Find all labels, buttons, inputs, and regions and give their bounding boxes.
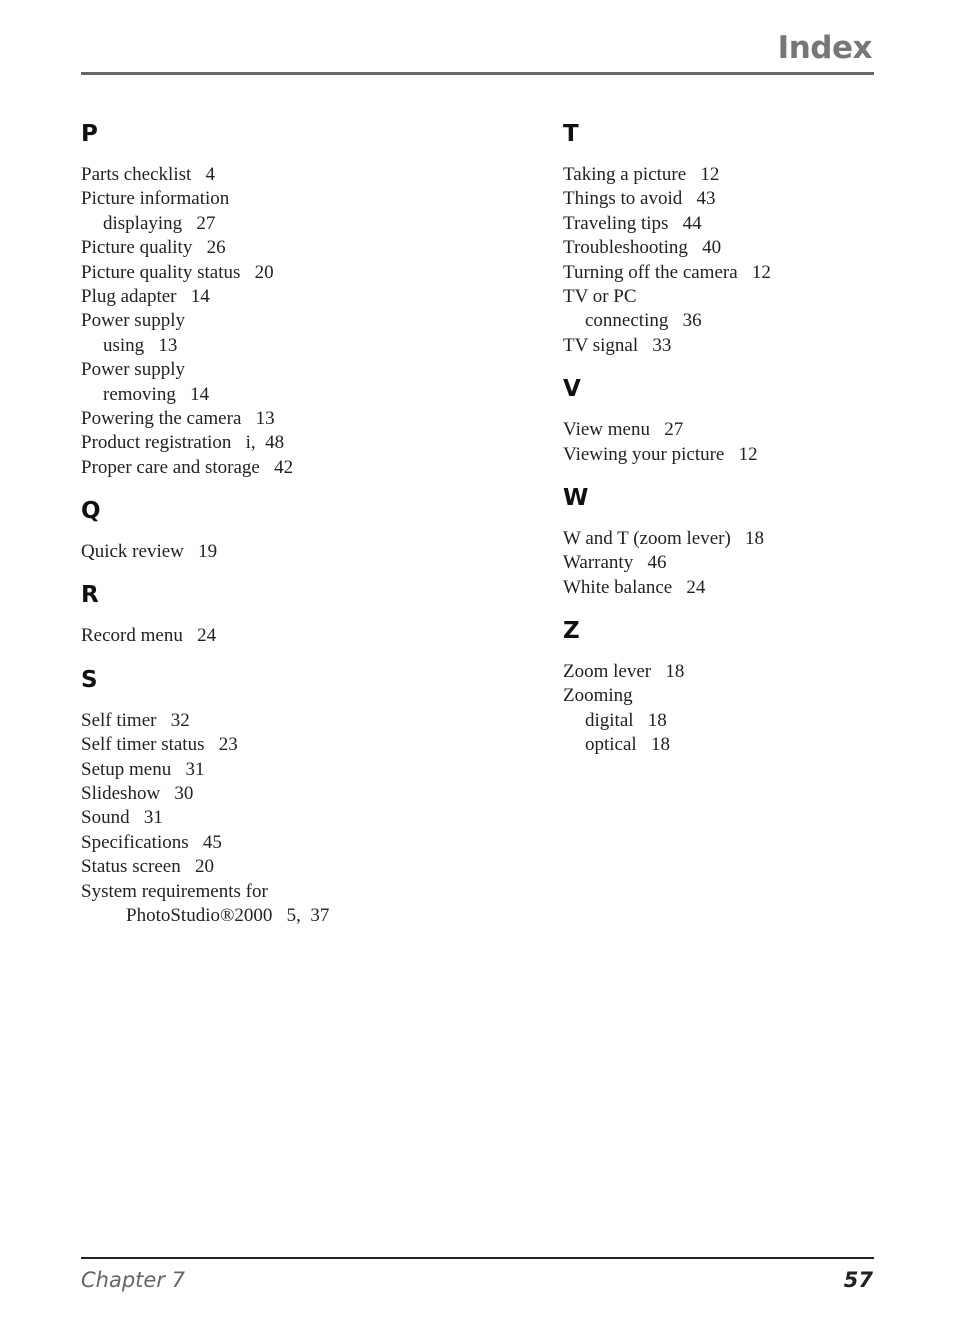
index-section-z bbox=[563, 616, 874, 758]
footer-page-number: 57 bbox=[843, 1268, 873, 1292]
header-rule bbox=[81, 72, 874, 75]
index-entry: System requirements for bbox=[81, 880, 268, 902]
index-entry: Power supply bbox=[81, 310, 185, 332]
section-letter: S bbox=[81, 666, 98, 693]
index-subentry: displaying 27 bbox=[103, 212, 216, 234]
section-letter: V bbox=[563, 376, 581, 403]
index-entry-list bbox=[563, 660, 874, 758]
index-entry-list bbox=[81, 624, 521, 648]
index-entry: Specifications 45 bbox=[81, 831, 222, 853]
index-entry: Zoom lever 18 bbox=[563, 661, 685, 683]
section-letter: T bbox=[563, 121, 579, 147]
index-entry: Self timer status 23 bbox=[81, 734, 238, 756]
index-column-left bbox=[81, 119, 521, 944]
index-entry: Setup menu 31 bbox=[81, 758, 205, 780]
index-entry-list bbox=[563, 163, 874, 358]
index-section-w bbox=[563, 483, 874, 600]
index-entry-list bbox=[81, 540, 521, 564]
index-section-r bbox=[81, 580, 521, 648]
index-entry-list bbox=[563, 418, 874, 467]
section-letter: Q bbox=[81, 498, 101, 525]
index-entry: Powering the camera 13 bbox=[81, 407, 275, 429]
index-entry: Proper care and storage 42 bbox=[81, 456, 294, 478]
index-entry: Sound 31 bbox=[81, 807, 163, 829]
index-entry: Turning off the camera 12 bbox=[563, 261, 771, 283]
index-entry: Zooming bbox=[563, 685, 633, 707]
index-entry: Quick review 19 bbox=[81, 541, 218, 563]
index-section-p bbox=[81, 119, 521, 480]
index-entry: W and T (zoom lever) 18 bbox=[563, 527, 765, 549]
index-entry: Self timer 32 bbox=[81, 709, 190, 731]
index-subentry: PhotoStudio®2000 5, 37 bbox=[126, 904, 330, 926]
index-entry: Product registration i, 48 bbox=[81, 432, 285, 454]
index-entry: White balance 24 bbox=[563, 576, 706, 598]
index-column-right bbox=[563, 119, 874, 774]
index-entry: Traveling tips 44 bbox=[563, 212, 702, 234]
footer-rule bbox=[81, 1257, 874, 1259]
index-entry: TV signal 33 bbox=[563, 334, 672, 356]
index-subentry: connecting 36 bbox=[585, 310, 702, 332]
index-entry: Troubleshooting 40 bbox=[563, 237, 722, 259]
index-entry: Parts checklist 4 bbox=[81, 164, 216, 185]
section-letter: W bbox=[563, 484, 589, 511]
index-entry: Viewing your picture 12 bbox=[563, 443, 758, 465]
index-entry: Things to avoid 43 bbox=[563, 188, 716, 210]
index-entry: Taking a picture 12 bbox=[563, 164, 720, 185]
index-entry: Slideshow 30 bbox=[81, 783, 194, 805]
index-section-q bbox=[81, 496, 521, 564]
index-subentry: digital 18 bbox=[585, 709, 667, 731]
index-entry-list bbox=[563, 527, 874, 600]
index-entry: Picture quality 26 bbox=[81, 237, 226, 259]
index-subentry: using 13 bbox=[103, 334, 178, 356]
section-letter: Z bbox=[563, 618, 580, 645]
index-entry: Power supply bbox=[81, 359, 185, 381]
section-letter: P bbox=[81, 121, 98, 147]
index-entry: Warranty 46 bbox=[563, 552, 667, 574]
index-section-s bbox=[81, 665, 521, 929]
index-subentry: removing 14 bbox=[103, 383, 210, 405]
index-entry: Picture information bbox=[81, 188, 230, 210]
index-entry-list bbox=[81, 709, 521, 929]
page-title: Index bbox=[777, 30, 872, 66]
index-entry: Plug adapter 14 bbox=[81, 285, 210, 307]
index-entry: View menu 27 bbox=[563, 419, 684, 441]
index-section-t bbox=[563, 119, 874, 358]
index-entry: Status screen 20 bbox=[81, 856, 214, 878]
index-entry: Record menu 24 bbox=[81, 625, 217, 647]
footer-chapter-label: Chapter 7 bbox=[81, 1268, 185, 1292]
index-subentry: optical 18 bbox=[585, 734, 670, 756]
index-entry: TV or PC bbox=[563, 285, 637, 307]
index-entry-list bbox=[81, 163, 521, 480]
index-section-v bbox=[563, 374, 874, 467]
index-entry: Picture quality status 20 bbox=[81, 261, 274, 283]
section-letter: R bbox=[81, 582, 99, 609]
